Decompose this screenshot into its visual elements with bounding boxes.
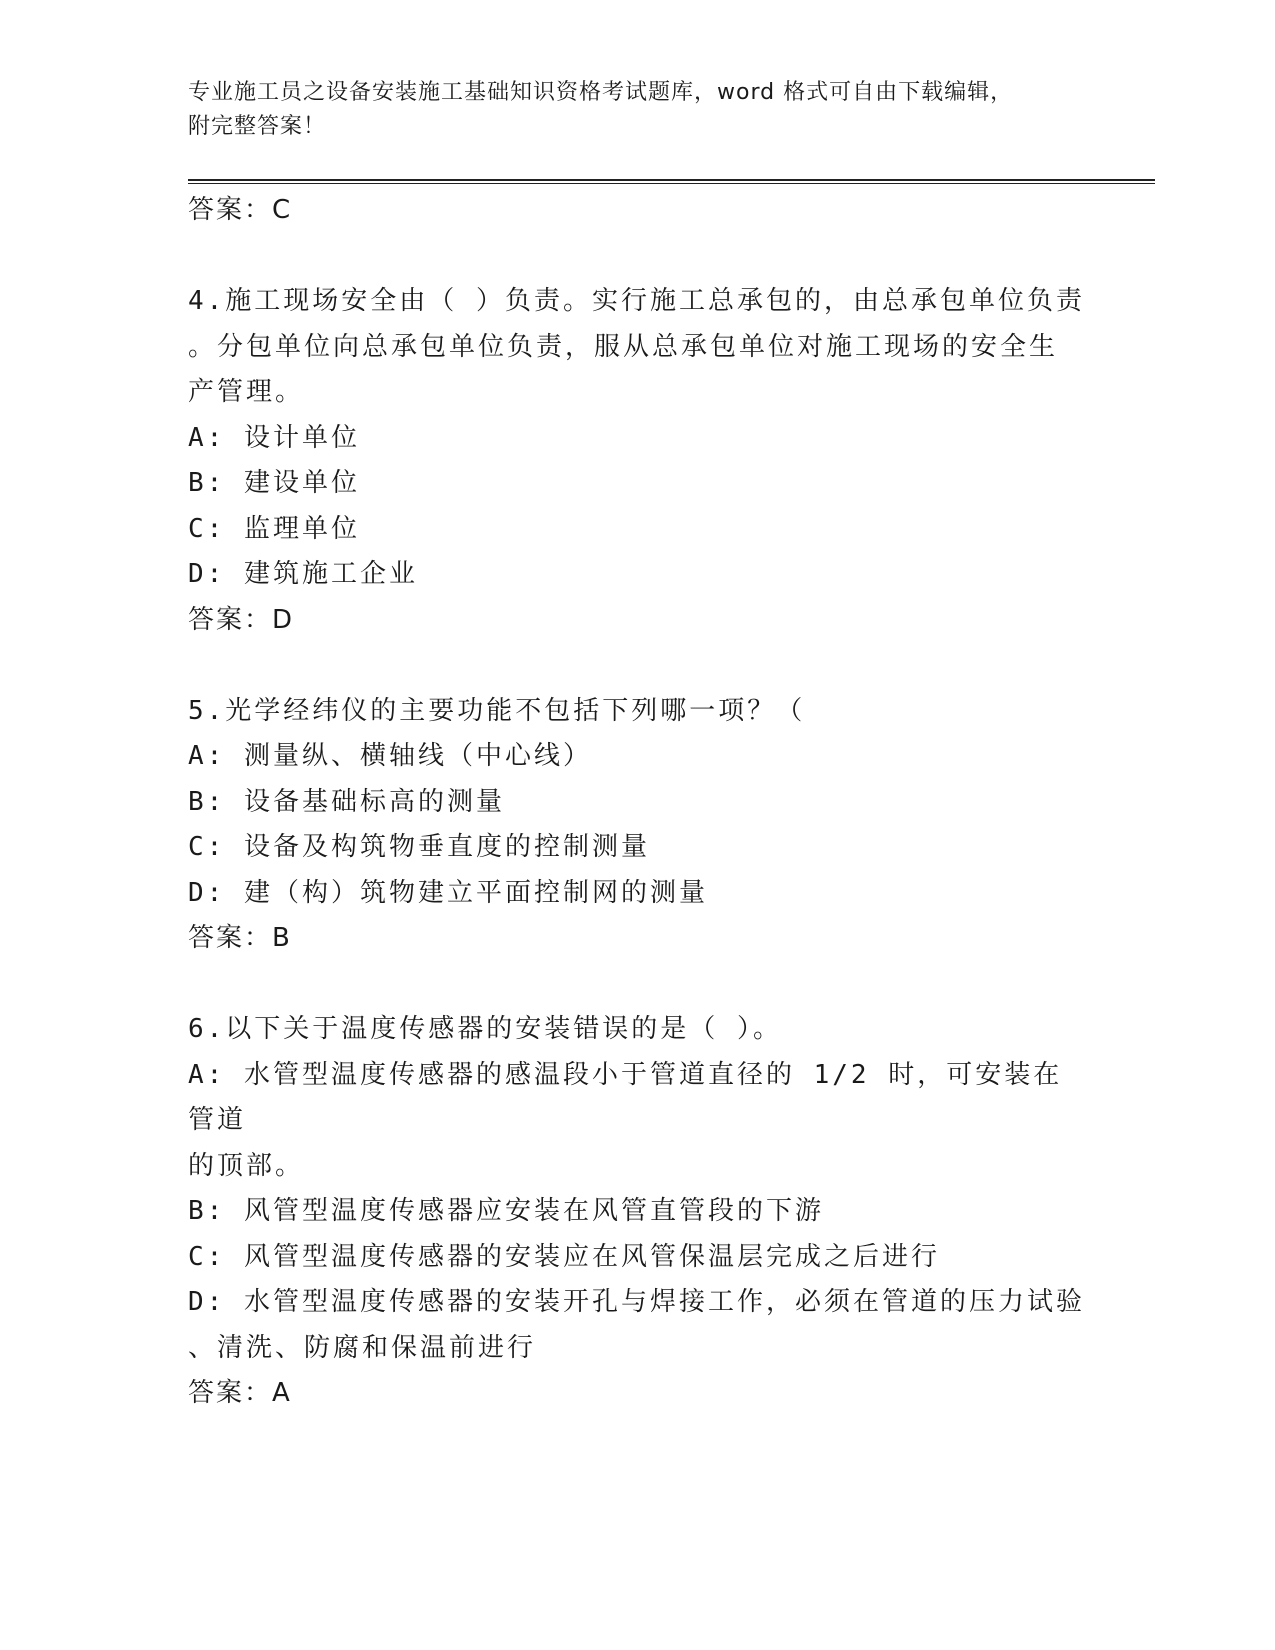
header-divider (188, 179, 1155, 184)
question-stem-line: 6.以下关于温度传感器的安装错误的是（ ）。 (188, 1014, 782, 1044)
option-d-continued: 、清洗、防腐和保温前进行 (188, 1332, 537, 1363)
answer-line: 答案：B (188, 923, 292, 953)
answer-line: 答案：C (188, 195, 293, 225)
question-stem-line: 产管理。 (188, 377, 305, 407)
header-line: 附完整答案！ (188, 114, 327, 139)
question-stem-line: 。分包单位向总承包单位负责，服从总承包单位对施工现场的安全生 (188, 331, 1059, 362)
option-a: A: 水管型温度传感器的感温段小于管道直径的 1/2 时，可安装在管道 (188, 1059, 1063, 1135)
answer-line: 答案：D (188, 604, 295, 635)
spacer (188, 233, 1088, 279)
document-header (188, 76, 1068, 144)
spacer (188, 643, 1088, 689)
question-5 (188, 689, 1088, 962)
header-line: 专业施工员之设备安装施工基础知识资格考试题库，word 格式可自由下载编辑， (188, 80, 1014, 105)
option-c: C: 设备及构筑物垂直度的控制测量 (188, 832, 650, 862)
spacer (188, 961, 1088, 1007)
question-stem-line: 4.施工现场安全由（ ）负责。实行施工总承包的，由总承包单位负责 (188, 286, 1085, 316)
option-d: D: 建筑施工企业 (188, 559, 418, 589)
question-6 (188, 1007, 1088, 1416)
answer-line: 答案：A (188, 1378, 292, 1408)
option-a-continued: 的顶部。 (188, 1150, 305, 1181)
option-b: B: 建设单位 (188, 468, 360, 498)
question-4 (188, 279, 1088, 643)
option-a: A: 设计单位 (188, 422, 360, 453)
option-c: C: 监理单位 (188, 513, 360, 544)
question-stem-line: 5.光学经纬仪的主要功能不包括下列哪一项？（ (188, 695, 806, 726)
option-b: B: 设备基础标高的测量 (188, 786, 505, 817)
document-body (188, 188, 1088, 1416)
option-c: C: 风管型温度传感器的安装应在风管保温层完成之后进行 (188, 1241, 940, 1272)
option-d: D: 建（构）筑物建立平面控制网的测量 (188, 877, 708, 908)
option-b: B: 风管型温度传感器应安装在风管直管段的下游 (188, 1196, 824, 1226)
option-a: A: 测量纵、横轴线（中心线） (188, 741, 592, 771)
option-d: D: 水管型温度传感器的安装开孔与焊接工作，必须在管道的压力试验 (188, 1287, 1085, 1317)
